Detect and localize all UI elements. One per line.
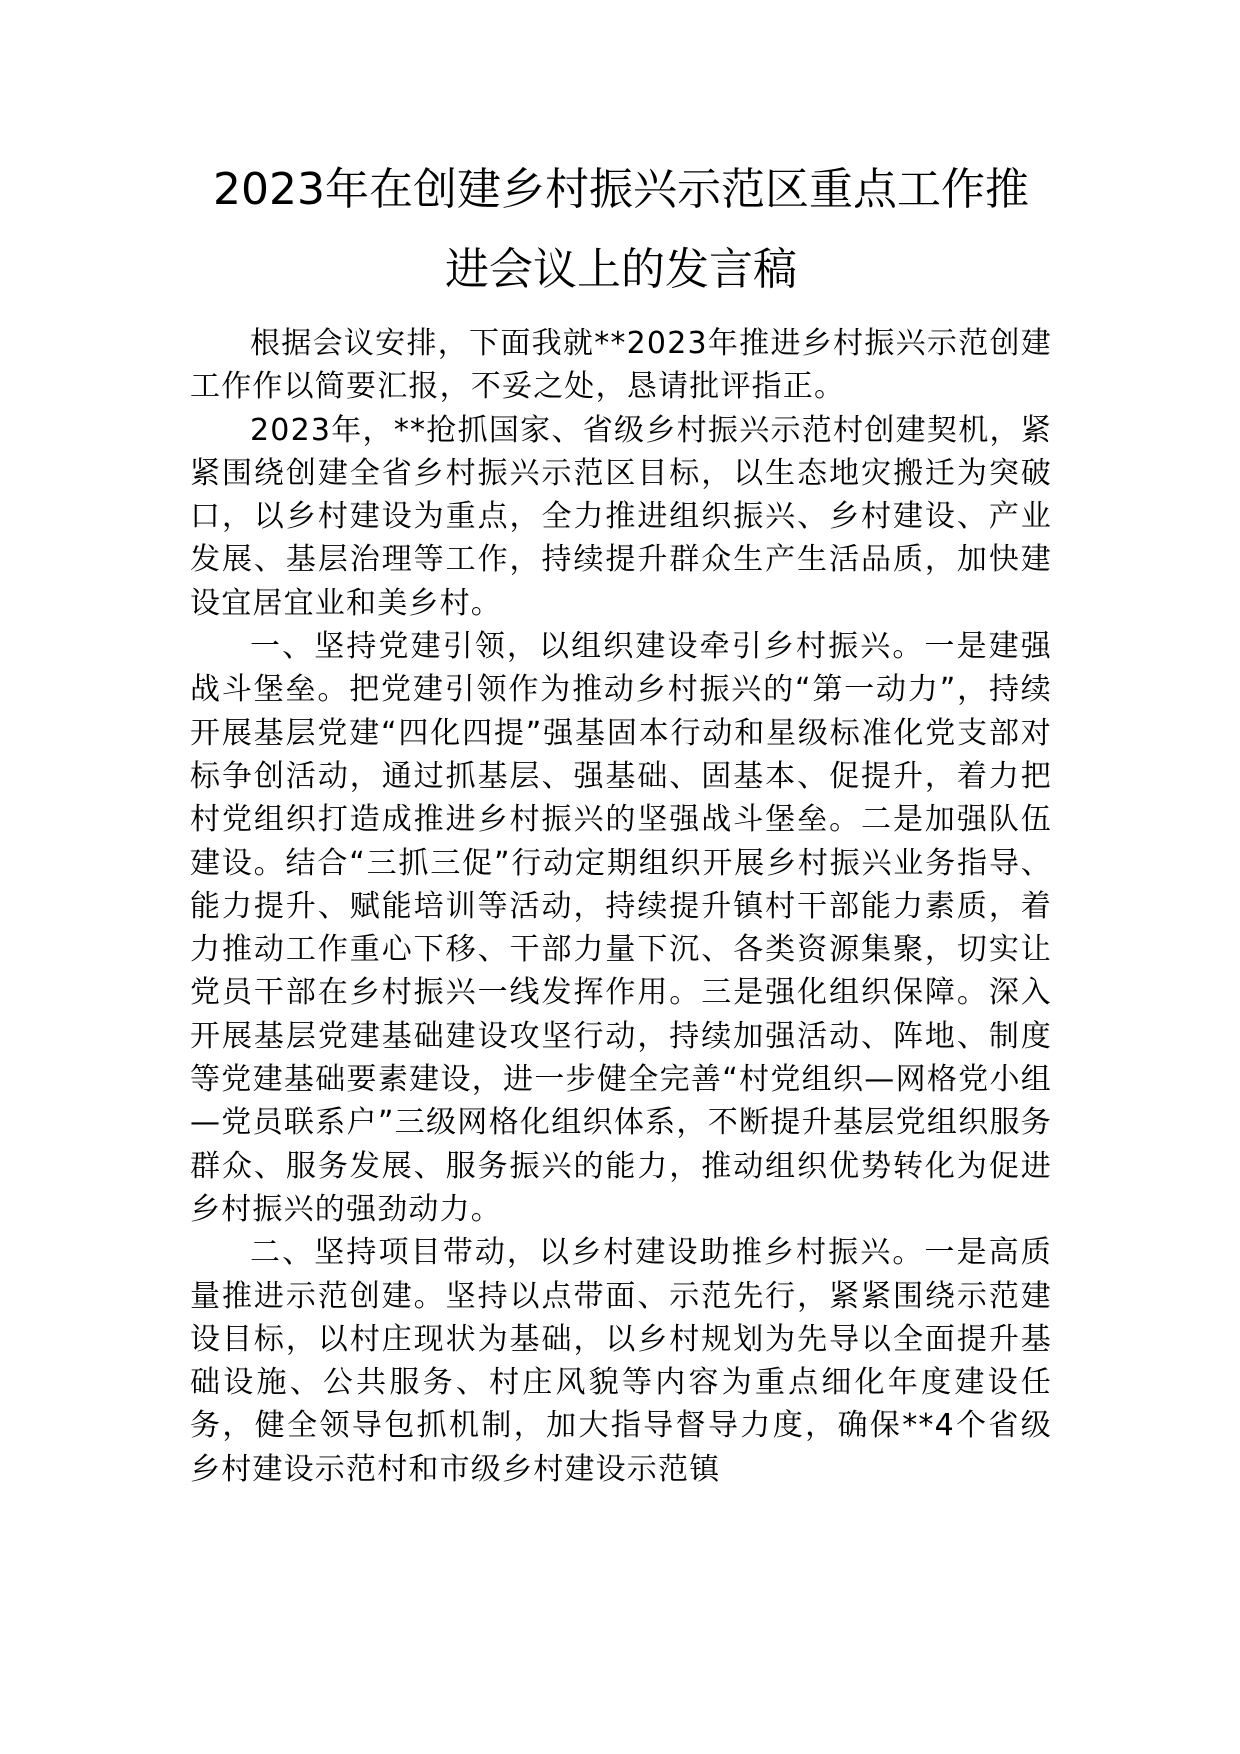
- title-line-2: 进会议上的发言稿: [445, 244, 797, 295]
- document-body: [190, 322, 1052, 1491]
- paragraph-section-one: 一、坚持党建引领，以组织建设牵引乡村振兴。一是建强战斗堡垒。把党建引领作为推动乡村振兴的“第一动力”，持续开展基层党建“四化四提”强基固本行动和星级标准化党支部对标争创活动，通过抓基层、强基础、固基本、促提升，着力把村党组织打造成推进乡村振兴的坚强战斗堡垒。二是加强队伍建设。结合“三抓三促”行动定期组织开展乡村振兴业务指导、能力提升、赋能培训等活动，持续提升镇村干部能力素质，着力推动工作重心下移、干部力量下沉、各类资源集聚，切实让党员干部在乡村振兴一线发挥作用。三是强化组织保障。深入开展基层党建基础建设攻坚行动，持续加强活动、阵地、制度等党建基础要素建设，进一步健全完善“村党组织—网格党小组—党员联系户”三级网格化组织体系，不断提升基层党组织服务群众、服务发展、服务振兴的能力，推动组织优势转化为促进乡村振兴的强劲动力。: [190, 629, 1052, 1227]
- title-line-1: 2023年在创建乡村振兴示范区重点工作推: [213, 164, 1029, 215]
- document-page: [190, 150, 1052, 1491]
- paragraph-intro: 根据会议安排，下面我就**2023年推进乡村振兴示范创建工作作以简要汇报，不妥之处，恳请批评指正。: [190, 326, 1052, 405]
- paragraph-section-two: 二、坚持项目带动，以乡村建设助推乡村振兴。一是高质量推进示范创建。坚持以点带面、示范先行，紧紧围绕示范建设目标，以村庄现状为基础，以乡村规划为先导以全面提升基础设施、公共服务、村庄风貌等内容为重点细化年度建设任务，健全领导包抓机制，加大指导督导力度，确保**4个省级乡村建设示范村和市级乡村建设示范镇: [190, 1235, 1052, 1487]
- paragraph-overview: 2023年，**抢抓国家、省级乡村振兴示范村创建契机，紧紧围绕创建全省乡村振兴示范区目标，以生态地灾搬迁为突破口，以乡村建设为重点，全力推进组织振兴、乡村建设、产业发展、基层治理等工作，持续提升群众生产生活品质，加快建设宜居宜业和美乡村。: [190, 412, 1052, 621]
- document-title: [190, 150, 1052, 310]
